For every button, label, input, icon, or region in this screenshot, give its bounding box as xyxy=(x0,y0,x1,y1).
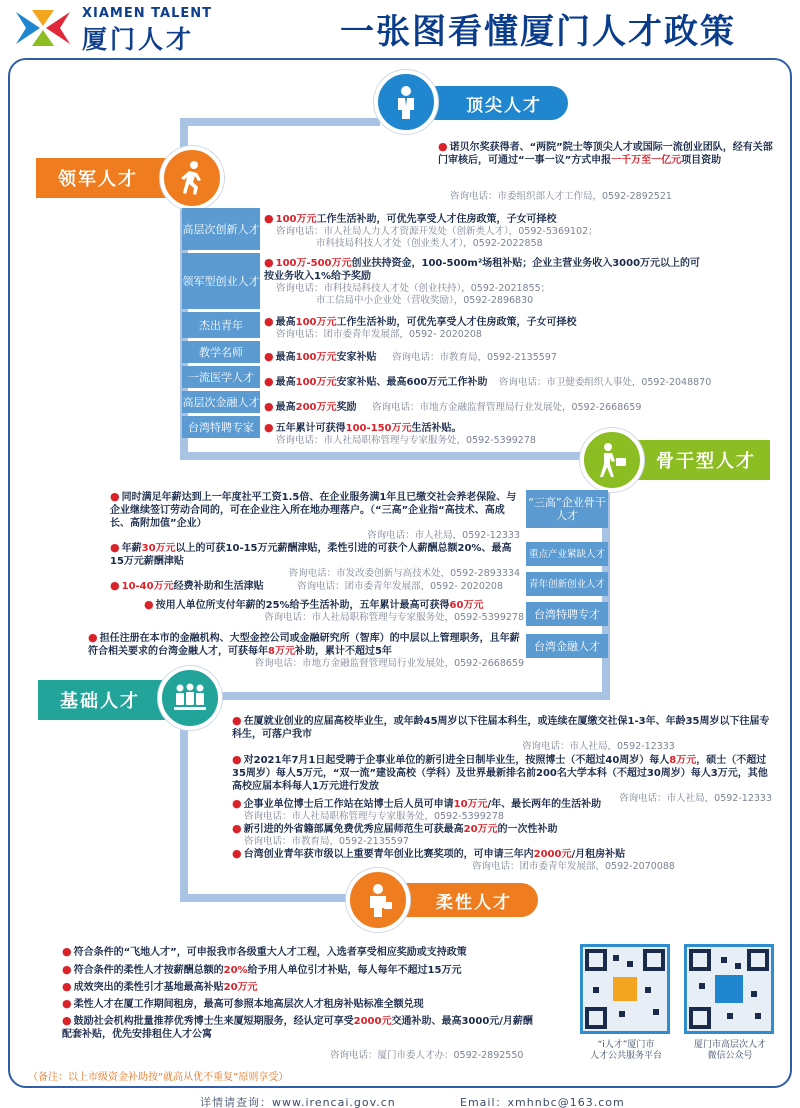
flexible-item-2: ● 成效突出的柔性引才基地最高补贴20万元 xyxy=(62,980,258,993)
leading-row-4: ● 最高100万元安家补贴、最高600万元工作补助 咨询电话：市卫健委组织人事处，0592-2048870 xyxy=(264,375,712,388)
leading-row-2: ● 最高100万元工作生活补助，可优先享受人才住房政策，子女可择校 咨询电话：团市委青年发展部，0592- 2020208 xyxy=(264,315,577,340)
tag-outstanding-youth: 杰出青年 xyxy=(182,312,260,338)
top-talent-circle xyxy=(374,70,438,134)
businessman-icon xyxy=(360,882,396,918)
tag-high-innovation: 高层次创新人才 xyxy=(182,208,260,250)
flexible-item-3: ● 柔性人才在厦工作期间租房，最高可参照本地高层次人才租房补贴标准全额兑现 xyxy=(62,997,424,1010)
leading-row-1: ● 100万-500万元创业扶持资金，100-500m²场租补贴；企业主营业务收入3000万元以上的可按业务收入1%给予奖励 咨询电话：市科技局科技人才处（创业扶持），0592-2021855； 市工信局中小企业处（营收奖励），0592-2896830 xyxy=(264,256,701,306)
tag-key-industry: 重点产业紧缺人才 xyxy=(526,542,608,566)
tag-taiwan-specialist: 台湾特聘专才 xyxy=(526,602,608,626)
flexible-talent-badge: 柔性人才 xyxy=(390,883,538,917)
leading-talent-circle xyxy=(160,146,224,210)
top-talent-consult: 咨询电话：市委组织部人才工作局，0592-2892521 xyxy=(450,191,672,202)
flexible-item-4: ● 鼓励社会机构批量推荐优秀博士生来厦短期服务，经认定可享受2000元交通补助、最高3000元/月薪酬配套补贴，优先安排租住人才公寓 xyxy=(62,1014,533,1040)
logo-english: XIAMEN TALENT xyxy=(82,6,212,21)
tag-medical-talent: 一流医学人才 xyxy=(182,366,260,388)
qr-caption-irencai: “i人才”厦门市 人才公共服务平台 xyxy=(589,1040,662,1061)
running-man-icon xyxy=(174,160,210,196)
backbone-talent-badge: 骨干型人才 xyxy=(610,440,770,480)
top-talent-text: ● 诺贝尔奖获得者、“两院”院士等顶尖人才或国际一流创业团队，经有关部门审核后，可通过“一事一议”方式申报一千万至一亿元项目资助 xyxy=(438,140,773,166)
tag-youth-startup: 青年创新创业人才 xyxy=(526,572,608,596)
leading-row-5: ● 最高200万元奖励 咨询电话：市地方金融监督管理局行业发展处，0592-2668659 xyxy=(264,400,642,413)
basic-item-4: ● 台湾创业青年获市级以上重要青年创业比赛奖项的，可申请三年内2000元/月租房补贴 咨询电话：团市委青年发展部，0592-2070088 xyxy=(232,847,675,872)
team-icon xyxy=(172,680,208,716)
businessman-icon xyxy=(388,84,424,120)
top-talent-badge: 顶尖人才 xyxy=(420,86,568,120)
footer-website: 详情请查询：www.irencai.gov.cn xyxy=(200,1096,396,1108)
logo-chinese: 厦门人才 xyxy=(82,25,195,54)
backbone-side-tags xyxy=(526,490,608,661)
backbone-item-4: ● 担任注册在本市的金融机构、大型金控公司或金融研究所（智库）的中层以上管理职务，且年薪符合相关要求的台湾金融人才，可获每年8万元补助，累计不超过5年 咨询电话：市地方金融监督管理局行业发展处，0592-2668659 xyxy=(88,631,524,669)
xiamen-talent-logo-icon xyxy=(12,8,74,48)
basic-talent-badge: 基础人才 xyxy=(38,680,208,720)
leading-talent-badge: 领军人才 xyxy=(36,158,206,198)
qr-code-wechat[interactable] xyxy=(684,944,774,1034)
basic-item-3: ● 新引进的外省籍部属免费优秀应届师范生可获最高20万元的一次性补助 咨询电话：市教育局，0592-2135597 xyxy=(232,822,558,847)
footer-email: Email：xmhnbc@163.com xyxy=(460,1096,625,1108)
backbone-item-1: ● 年薪30万元以上的可获10-15万元薪酬津贴，柔性引进的可获个人薪酬总额20%、最高15万元薪酬津贴 咨询电话：市发改委创新与高技术处，0592-2893334 xyxy=(110,541,520,579)
leading-side-tags xyxy=(182,208,260,441)
backbone-item-2: ● 10-40万元经费补助和生活津贴 咨询电话：团市委青年发展部，0592- 2020208 xyxy=(110,579,504,592)
tag-three-high: “三高”企业骨干人才 xyxy=(526,490,608,528)
leading-row-6: ● 五年累计可获得100-150万元生活补贴。 咨询电话：市人社局职称管理与专家服务处，0592-5399278 xyxy=(264,421,536,446)
basic-item-1: ● 对2021年7月1日起受聘于企事业单位的新引进全日制毕业生，按照博士（不超过40周岁）每人8万元，硕士（不超过35周岁）每人5万元，“双一流”建设高校（学科）及世界最新排名前200名大学本科（不超过30周岁）每人3万元，其他高校应届本科每人1万元进行发放 咨询电话：市人社局，0592-12333 xyxy=(232,753,772,804)
qr-code-irencai[interactable] xyxy=(580,944,670,1034)
backbone-talent-circle xyxy=(580,428,644,492)
flexible-item-0: ● 符合条件的“飞地人才”，可申报我市各级重大人才工程，入选者享受相应奖励或支持政策 xyxy=(62,945,467,958)
leading-row-0: ● 100万元工作生活补助，可优先享受人才住房政策，子女可择校 咨询电话：市人社局人力人才资源开发处（创新类人才），0592-5369102； 市科技局科技人才处（创业类人才），0592-2022858 xyxy=(264,212,598,249)
basic-item-0: ● 在厦就业创业的应届高校毕业生，或年龄45周岁以下往届本科生，或连续在厦缴交社保1-3年、年龄35周岁以下往届专科生，可落户我市 咨询电话：市人社局，0592-12333 xyxy=(232,714,770,752)
tag-taiwan-expert: 台湾特聘专家 xyxy=(182,416,260,438)
flexible-item-1: ● 符合条件的柔性人才按薪酬总额的20%给予用人单位引才补贴，每人每年不超过15万元 xyxy=(62,963,462,976)
basic-item-2: ● 企事业单位博士后工作站在站博士后人员可申请10万元/年、最长两年的生活补助 咨询电话：市人社局职称管理与专家服务处，0592-5399278 xyxy=(232,797,602,822)
qr-caption-wechat: 厦门市高层次人才 微信公众号 xyxy=(693,1040,766,1061)
flexible-consult: 咨询电话：厦门市委人才办：0592-2892550 xyxy=(330,1050,524,1061)
tag-finance-talent: 高层次金融人才 xyxy=(182,391,260,413)
remark-note: （备注：以上市级资金补助按“就高从优不重复”原则享受） xyxy=(28,1072,289,1083)
tag-taiwan-finance: 台湾金融人才 xyxy=(526,634,608,658)
page-title: 一张图看懂厦门人才政策 xyxy=(340,12,736,52)
briefcase-walker-icon xyxy=(594,442,630,478)
leading-row-3: ● 最高100万元安家补贴 咨询电话：市教育局，0592-2135597 xyxy=(264,350,557,363)
basic-talent-circle xyxy=(158,666,222,730)
tag-teaching-master: 教学名师 xyxy=(182,341,260,363)
backbone-item-0: ● 同时满足年薪达到上一年度社平工资1.5倍、在企业服务满1年且已缴交社会养老保险、与企业继续签订劳动合同的，可在企业注入所在地办理落户。（“三高”企业指“高技术、高成长、高附加值”企业） 咨询电话：市人社局，0592-12333 xyxy=(110,490,520,541)
email-link[interactable]: xmhnbc@163.com xyxy=(507,1096,625,1108)
website-link[interactable]: www.irencai.gov.cn xyxy=(272,1096,396,1108)
flexible-talent-circle xyxy=(346,868,410,932)
tag-leading-startup: 领军型创业人才 xyxy=(182,253,260,309)
backbone-item-3: ● 按用人单位所支付年薪的25%给予生活补助，五年累计最高可获得60万元 咨询电话：市人社局职称管理与专家服务处，0592-5399278 xyxy=(144,598,524,623)
